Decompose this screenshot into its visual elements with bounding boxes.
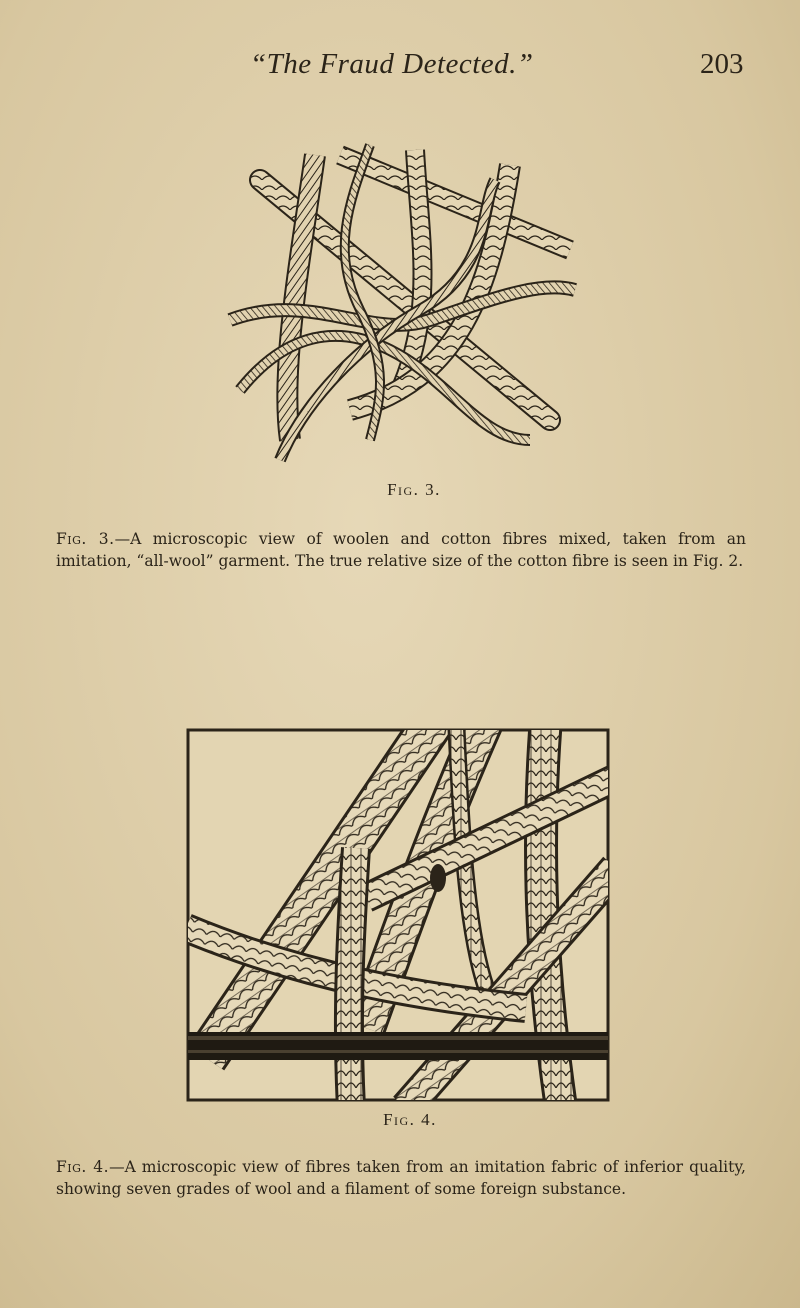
figure-4-caption-lead: Fig. 4. — [56, 1158, 110, 1176]
figure-4-label: Fig. 4. — [383, 1110, 437, 1129]
fibre-illustration-fig4 — [186, 728, 610, 1102]
figure-3-label: Fig. 3. — [387, 480, 441, 499]
running-head — [0, 48, 800, 88]
figure-3-illustration — [220, 140, 590, 470]
page-number: 203 — [700, 48, 744, 80]
figure-4-caption-text: —A microscopic view of fibres taken from an imitation fabric of inferior quality, showing seven grades of wool and a filament of some foreign substance. — [56, 1158, 746, 1198]
figure-3-caption-lead: Fig. 3. — [56, 530, 115, 548]
figure-4-illustration — [186, 728, 610, 1102]
running-head-title: “The Fraud Detected.” — [250, 48, 534, 80]
figure-4-caption — [56, 1156, 746, 1200]
figure-3-caption — [56, 528, 746, 572]
fibre-illustration-fig3 — [220, 140, 590, 470]
figure-3-caption-text: —A microscopic view of woolen and cotton fibres mixed, taken from an imitation, “all-wool” garment. The true relative size of the cotton fibre is seen in Fig. 2. — [56, 530, 747, 570]
